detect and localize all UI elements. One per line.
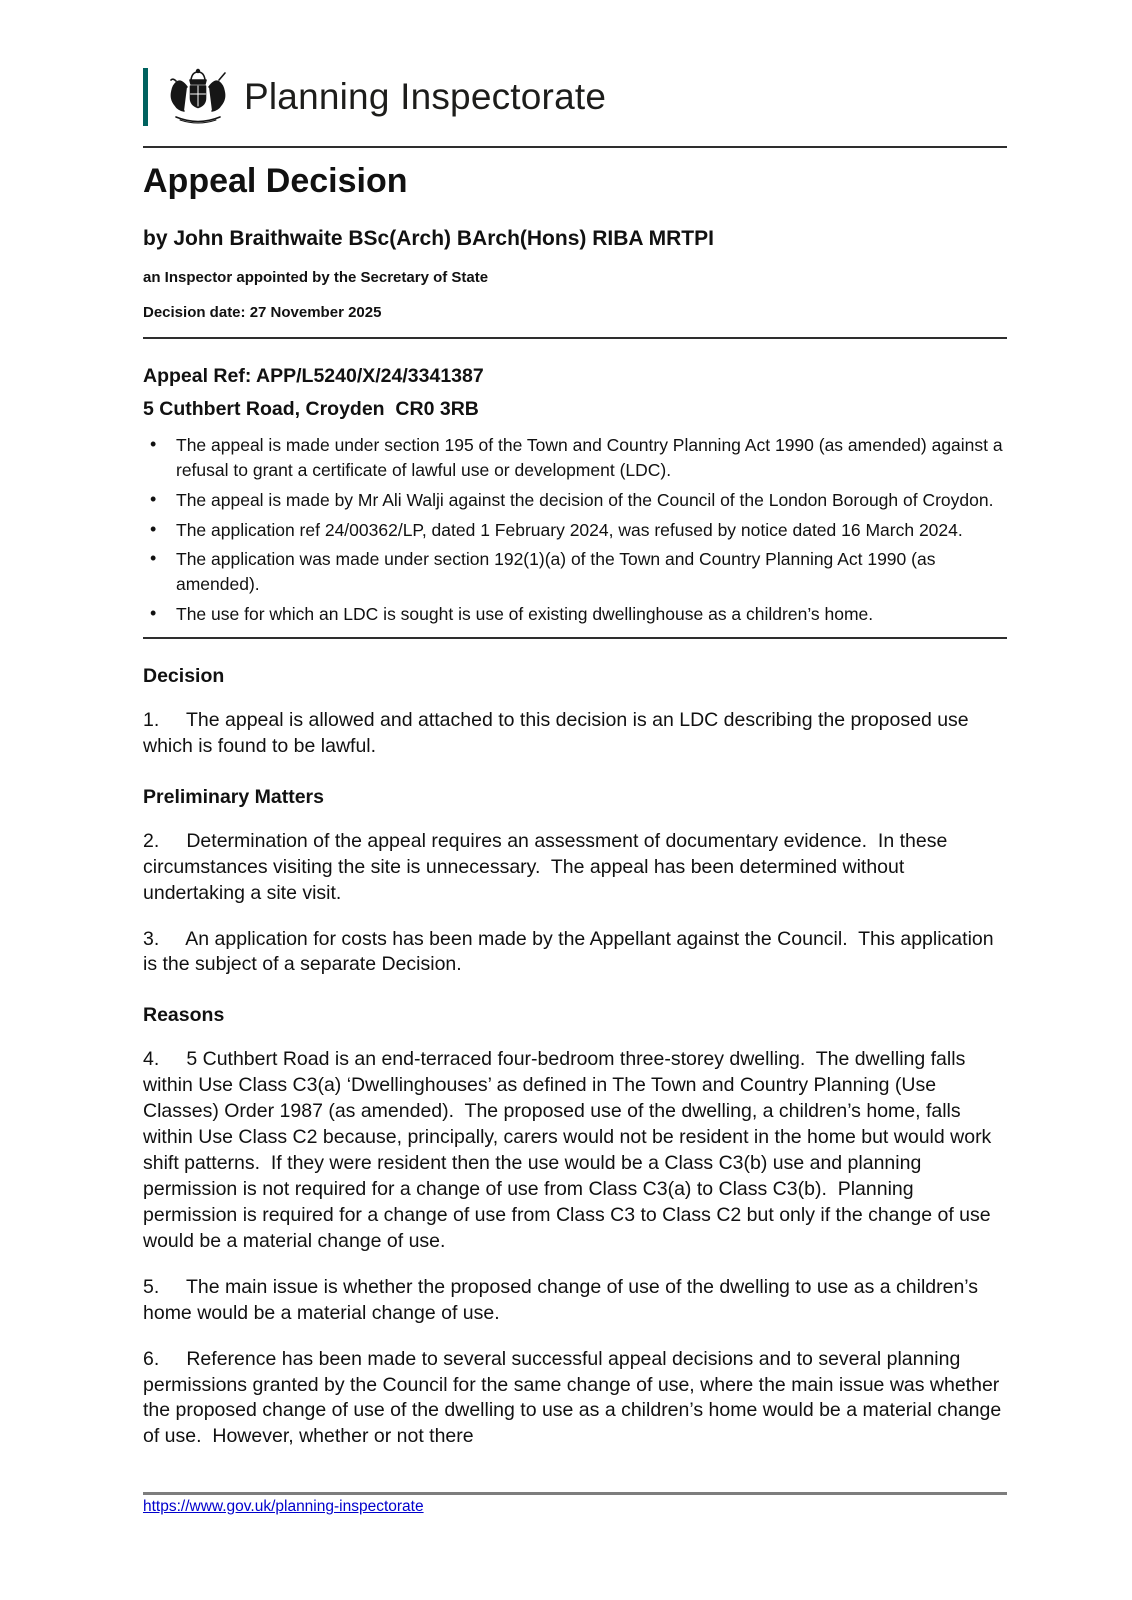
page-footer	[143, 1492, 1007, 1516]
appeal-site-address: 5 Cuthbert Road, Croyden CR0 3RB	[143, 398, 479, 420]
gov-uk-planning-inspectorate-link[interactable]: https://www.gov.uk/planning-inspectorate	[143, 1498, 424, 1515]
brand-name: Planning Inspectorate	[244, 76, 607, 117]
appeal-bullet: • The application was made under section 192(1)(a) of the Town and Country Planning Act 1990 (as amended).	[143, 547, 1007, 597]
royal-coat-of-arms-icon	[162, 67, 232, 127]
section-heading-preliminary-matters: Preliminary Matters	[143, 785, 324, 808]
inspector-byline: by John Braithwaite BSc(Arch) BArch(Hons) RIBA MRTPI	[143, 227, 714, 250]
paragraph-3: 3. An application for costs has been made by the Appellant against the Council. This application is the subject of a separate Decision.	[143, 927, 1000, 976]
paragraph-6: 6. Reference has been made to several successful appeal decisions and to several planning permissions granted by the Council for the same change of use, where the main issue was whether the proposed change of use of the dwelling to use as a children’s home would be a material change of use. However, whether or not there	[143, 1347, 1007, 1448]
decision-date: Decision date: 27 November 2025	[143, 304, 382, 321]
section-heading-reasons: Reasons	[143, 1004, 225, 1027]
appeal-bullet: • The use for which an LDC is sought is use of existing dwellinghouse as a children’s home.	[143, 602, 1007, 627]
section-heading-decision: Decision	[143, 664, 225, 687]
header	[143, 66, 1007, 128]
paragraph-2: 2. Determination of the appeal requires an assessment of documentary evidence. In these circumstances visiting the site is unnecessary. The appeal has been determined without undertaking a site visit.	[143, 829, 953, 904]
appeal-ref: Appeal Ref: APP/L5240/X/24/3341387	[143, 365, 484, 387]
appeal-bullet: • The application ref 24/00362/LP, dated 1 February 2024, was refused by notice dated 16 March 2024.	[143, 518, 1007, 543]
paragraph-5: 5. The main issue is whether the proposed change of use of the dwelling to use as a children’s home would be a material change of use.	[143, 1275, 984, 1324]
title-divider	[143, 337, 1007, 339]
page-title: Appeal Decision	[143, 162, 408, 200]
paragraph-4: 4. 5 Cuthbert Road is an end-terraced four-bedroom three-storey dwelling. The dwelling falls within Use Class C3(a) ‘Dwellinghouses’ as defined in The Town and Country Planning (Use Classes) Order 1987 (as amended). The proposed use of the dwelling, a children’s home, falls within Use Class C2 because, principally, carers would not be resident in the home but would work shift patterns. If they were resident then the use would be a Class C3(b) use and planning permission is not required for a change of use from Class C3(a) to Class C3(b). Planning permission is required for a change of use from Class C3 to Class C2 but only if the change of use would be a material change of use.	[143, 1048, 997, 1252]
appeal-bullet: • The appeal is made by Mr Ali Walji against the decision of the Council of the London Borough of Croydon.	[143, 488, 1007, 513]
appeal-bullet: • The appeal is made under section 195 of the Town and Country Planning Act 1990 (as amended) against a refusal to grant a certificate of lawful use or development (LDC).	[143, 433, 1007, 483]
header-divider	[143, 146, 1007, 148]
paragraph-1: 1. The appeal is allowed and attached to this decision is an LDC describing the proposed use which is found to be lawful.	[143, 708, 975, 757]
summary-divider	[143, 637, 1007, 639]
appeal-summary-list	[143, 433, 1007, 627]
inspector-note: an Inspector appointed by the Secretary of State	[143, 269, 489, 286]
accent-bar	[143, 68, 148, 126]
